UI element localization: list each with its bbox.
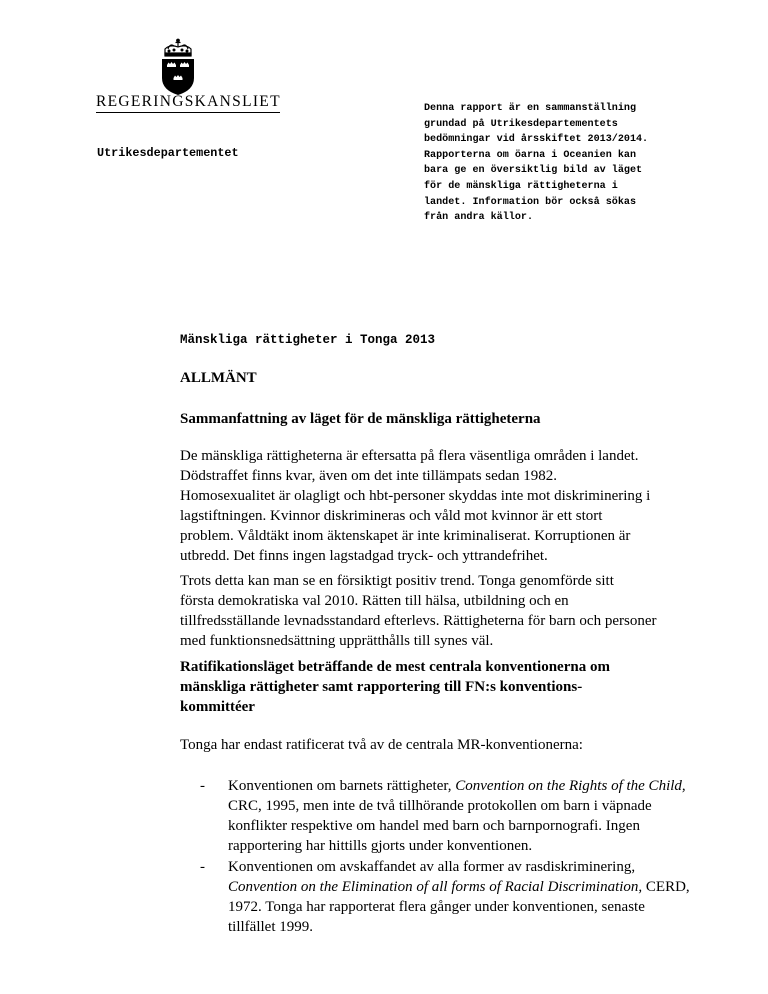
list-text: Konventionen om barnets rättigheter, [228, 778, 456, 794]
paragraph-line: De mänskliga rättigheterna är eftersatta på flera väsentliga områden i landet. [180, 448, 639, 464]
subheading-summary [180, 409, 541, 429]
list-line [228, 776, 690, 796]
paragraph-line: Tonga har endast ratificerat två av de centrala MR-konventionerna: [180, 737, 583, 753]
disclaimer-line: bedömningar vid årsskiftet 2013/2014. [424, 134, 649, 146]
paragraph-summary [180, 446, 650, 566]
list-italic-title: Convention on the Elimination of all forms of Racial Discrimination, [228, 879, 643, 895]
paragraph-line: Trots detta kan man se en försiktigt positiv trend. Tonga genomförde sitt [180, 573, 614, 589]
paragraph-ratification-intro [180, 735, 583, 755]
subheading-line: kommittéer [180, 699, 255, 715]
subheading-line: Sammanfattning av läget för de mänskliga rättigheterna [180, 411, 541, 427]
subheading-line: mänskliga rättigheter samt rapportering till FN:s konventions- [180, 679, 583, 695]
government-logo [96, 38, 280, 114]
disclaimer-line: grundad på Utrikesdepartementets [424, 118, 618, 130]
list-line: CRC, 1995, men inte de två tillhörande protokollen om barn i väpnade [228, 798, 652, 814]
paragraph-line: lagstiftningen. Kvinnor diskrimineras och våld mot kvinnor är ett stort [180, 508, 603, 524]
disclaimer-line: från andra källor. [424, 212, 534, 224]
paragraph-line: problem. Våldtäkt inom äktenskapet är inte kriminaliserat. Korruptionen är [180, 528, 631, 544]
crown-shield-emblem-icon [156, 38, 200, 96]
disclaimer-line: bara ge en översiktlig bild av läget [424, 165, 643, 177]
paragraph-line: första demokratiska val 2010. Rätten till hälsa, utbildning och en [180, 593, 569, 609]
list-italic-title: Convention on the Rights of the Child, [455, 778, 686, 794]
list-line: konflikter respektive om handel med barn och barnpornografi. Ingen [228, 818, 640, 834]
list-line: Konventionen om avskaffandet av alla former av rasdiskriminering, [228, 859, 636, 875]
department-name: Utrikesdepartementet [97, 146, 239, 160]
logo-wordmark: REGERINGSKANSLIET [96, 93, 280, 113]
document-title: Mänskliga rättigheter i Tonga 2013 [180, 333, 436, 347]
list-item [180, 776, 690, 856]
subheading-line: Ratifikationsläget beträffande de mest centrala konventionerna om [180, 659, 610, 675]
paragraph-line: Homosexualitet är olagligt och hbt-personer skyddas inte mot diskriminering i [180, 488, 651, 504]
section-heading-general: ALLMÄNT [180, 370, 257, 386]
disclaimer-line: landet. Information bör också sökas [424, 196, 637, 208]
list-line [228, 877, 690, 897]
disclaimer-note [424, 101, 724, 226]
list-dash: - [200, 859, 205, 875]
list-item [180, 857, 690, 937]
disclaimer-line: för de mänskliga rättigheterna i [424, 180, 618, 192]
paragraph-line: utbredd. Det finns ingen lagstadgad tryck- och yttrandefrihet. [180, 548, 548, 564]
list-text: CERD, [642, 879, 690, 895]
paragraph-line: Dödstraffet finns kvar, även om det inte tillämpats sedan 1982. [180, 468, 557, 484]
paragraph-trend [180, 571, 656, 651]
list-line: 1972. Tonga har rapporterat flera gånger under konventionen, senaste [228, 899, 645, 915]
list-line: rapportering har hittills gjorts under konventionen. [228, 838, 533, 854]
disclaimer-line: Rapporterna om öarna i Oceanien kan [424, 149, 637, 161]
list-dash: - [200, 778, 205, 794]
subheading-ratification [180, 657, 610, 717]
paragraph-line: tillfredsställande levnadsstandard efterlevs. Rättigheterna för barn och personer [180, 613, 657, 629]
paragraph-line: med funktionsnedsättning upprätthålls till synes väl. [180, 633, 494, 649]
disclaimer-line: Denna rapport är en sammanställning [424, 103, 637, 114]
list-line: tillfället 1999. [228, 919, 313, 935]
convention-list [180, 776, 690, 938]
